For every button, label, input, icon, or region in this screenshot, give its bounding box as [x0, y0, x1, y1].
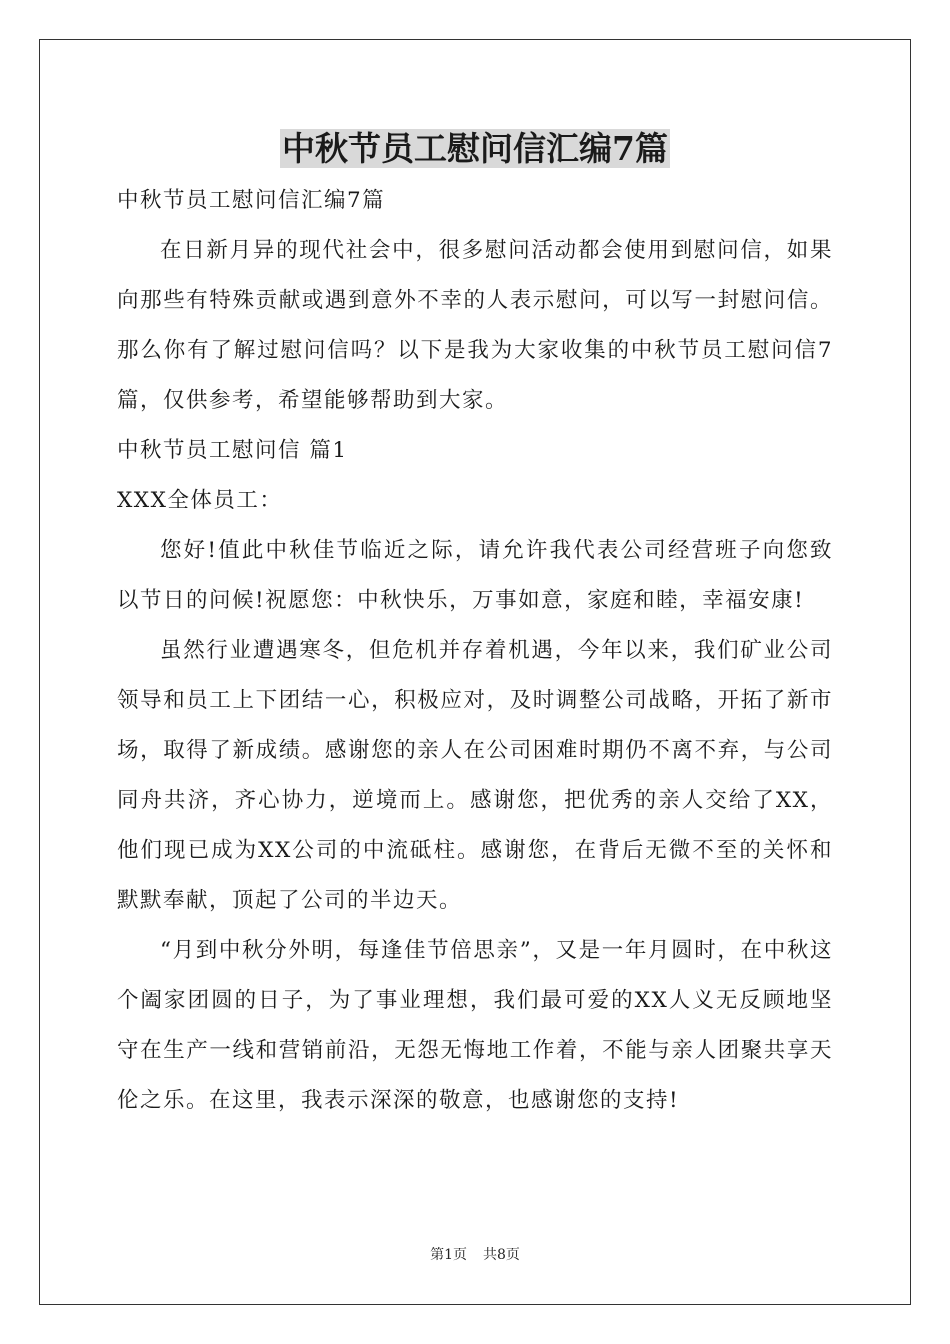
document-body	[117, 176, 833, 1126]
page-footer	[0, 1245, 950, 1265]
page-number: 第1页	[430, 1247, 467, 1263]
page-total: 共8页	[483, 1247, 520, 1263]
page-title-text: 中秋节员工慰问信汇编7篇	[282, 129, 668, 168]
doc-subtitle: 中秋节员工慰问信汇编7篇	[117, 188, 386, 213]
letter-salutation: XXX全体员工：	[117, 488, 283, 513]
body-paragraph: 虽然行业遭遇寒冬，但危机并存着机遇，今年以来，我们矿业公司领导和员工上下团结一心，积极应对，及时调整公司战略，开拓了新市场，取得了新成绩。感谢您的亲人在公司困难时期仍不离不弃，与公司同舟共济，齐心协力，逆境而上。感谢您，把优秀的亲人交给了XX，他们现已成为XX公司的中流砥柱。感谢您，在背后无微不至的关怀和默默奉献，顶起了公司的半边天。	[117, 638, 833, 913]
section-heading: 中秋节员工慰问信 篇1	[117, 438, 348, 463]
body-paragraph: “月到中秋分外明，每逢佳节倍思亲”，又是一年月圆时，在中秋这个阖家团圆的日子，为了事业理想，我们最可爱的XX人义无反顾地坚守在生产一线和营销前沿，无怨无悔地工作着，不能与亲人团聚共享天伦之乐。在这里，我表示深深的敬意，也感谢您的支持!	[117, 938, 833, 1113]
page-title	[0, 126, 950, 172]
body-paragraph: 您好!值此中秋佳节临近之际，请允许我代表公司经营班子向您致以节日的问候!祝愿您：中秋快乐，万事如意，家庭和睦，幸福安康!	[117, 538, 833, 613]
intro-paragraph: 在日新月异的现代社会中，很多慰问活动都会使用到慰问信，如果向那些有特殊贡献或遇到意外不幸的人表示慰问，可以写一封慰问信。那么你有了解过慰问信吗？以下是我为大家收集的中秋节员工慰问信7篇，仅供参考，希望能够帮助到大家。	[117, 238, 833, 413]
